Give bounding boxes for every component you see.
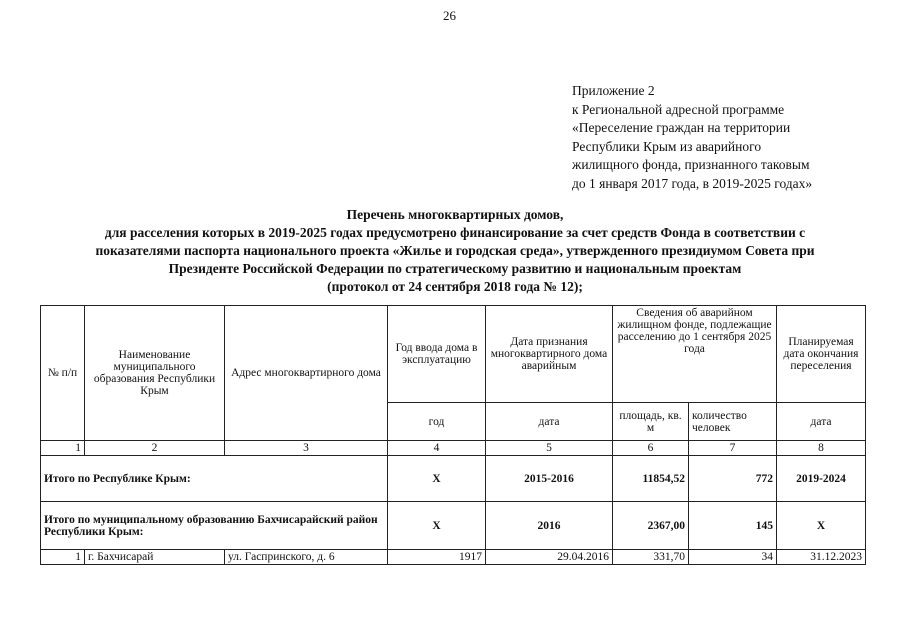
appendix-line: до 1 января 2017 года, в 2019-2025 годах» <box>572 175 813 191</box>
total-crimea-area: 11854,52 <box>613 456 689 502</box>
column-number: 6 <box>613 441 689 456</box>
total-crimea-people: 772 <box>689 456 777 502</box>
title-line: для расселения которых в 2019-2025 годах предусмотрено финансирование за счет средств Фонда в соответствии с <box>104 225 806 240</box>
appendix-line: Республики Крым из аварийного <box>572 138 762 154</box>
row-year: 1917 <box>388 550 486 565</box>
page-number: 26 <box>443 8 456 23</box>
row-area: 331,70 <box>613 550 689 565</box>
row-municipality: г. Бахчисарай <box>85 550 225 565</box>
subheader-people: количество человек <box>689 403 777 441</box>
appendix-line: Приложение 2 <box>572 83 655 98</box>
header-emergency-info: Сведения об аварийном жилищном фонде, подлежащие расселению до 1 сентября 2025 года <box>613 306 777 403</box>
column-number: 2 <box>85 441 225 456</box>
appendix-line: «Переселение граждан на территории <box>572 120 791 135</box>
housing-table <box>40 305 866 565</box>
header-planned-end: Планируемая дата окончания переселения <box>777 306 866 403</box>
total-bakhchisaray-area: 2367,00 <box>613 502 689 550</box>
total-bakhchisaray-date: 2016 <box>486 502 613 550</box>
total-bakhchisaray-planned: X <box>777 502 866 550</box>
column-number: 1 <box>41 441 85 456</box>
header-municipality: Наименование муниципального образования Республики Крым <box>85 306 225 441</box>
header-year-built: Год ввода дома в эксплуатацию <box>388 306 486 403</box>
header-address: Адрес многоквартирного дома <box>225 306 388 441</box>
subheader-year: год <box>388 403 486 441</box>
total-bakhchisaray-row <box>41 502 866 550</box>
total-crimea-year: X <box>388 456 486 502</box>
row-address: ул. Гаспринского, д. 6 <box>225 550 388 565</box>
column-number: 5 <box>486 441 613 456</box>
column-number-row <box>41 441 866 456</box>
row-date: 29.04.2016 <box>486 550 613 565</box>
row-num: 1 <box>41 550 85 565</box>
column-number: 3 <box>225 441 388 456</box>
title-line: (протокол от 24 сентября 2018 года № 12); <box>327 279 583 294</box>
total-crimea-planned: 2019-2024 <box>777 456 866 502</box>
subheader-date: дата <box>486 403 613 441</box>
total-crimea-row <box>41 456 866 502</box>
column-number: 8 <box>777 441 866 456</box>
title-line: Президенте Российской Федерации по стратегическому развитию и национальным проектам <box>168 261 742 276</box>
appendix-line: жилищного фонда, признанного таковым <box>572 157 810 172</box>
total-bakhchisaray-year: X <box>388 502 486 550</box>
title-line: Перечень многоквартирных домов, <box>346 207 564 222</box>
title-line: показателями паспорта национального проекта «Жилье и городская среда», утвержденного президиумом Совета при <box>95 243 815 258</box>
subheader-date-planned: дата <box>777 403 866 441</box>
appendix-block <box>572 82 872 193</box>
row-planned: 31.12.2023 <box>777 550 866 565</box>
total-crimea-date: 2015-2016 <box>486 456 613 502</box>
header-emergency-date: Дата признания многоквартирного дома аварийным <box>486 306 613 403</box>
row-people: 34 <box>689 550 777 565</box>
total-bakhchisaray-people: 145 <box>689 502 777 550</box>
appendix-line: к Региональной адресной программе <box>572 101 785 117</box>
total-bakhchisaray-label: Итого по муниципальному образованию Бахчисарайский район Республики Крым: <box>41 502 388 550</box>
subheader-area: площадь, кв. м <box>613 403 689 441</box>
table-row <box>41 550 866 565</box>
column-number: 7 <box>689 441 777 456</box>
total-crimea-label: Итого по Республике Крым: <box>41 456 388 502</box>
header-row <box>41 306 866 403</box>
header-num: № п/п <box>41 306 85 441</box>
column-number: 4 <box>388 441 486 456</box>
document-title <box>30 206 880 296</box>
